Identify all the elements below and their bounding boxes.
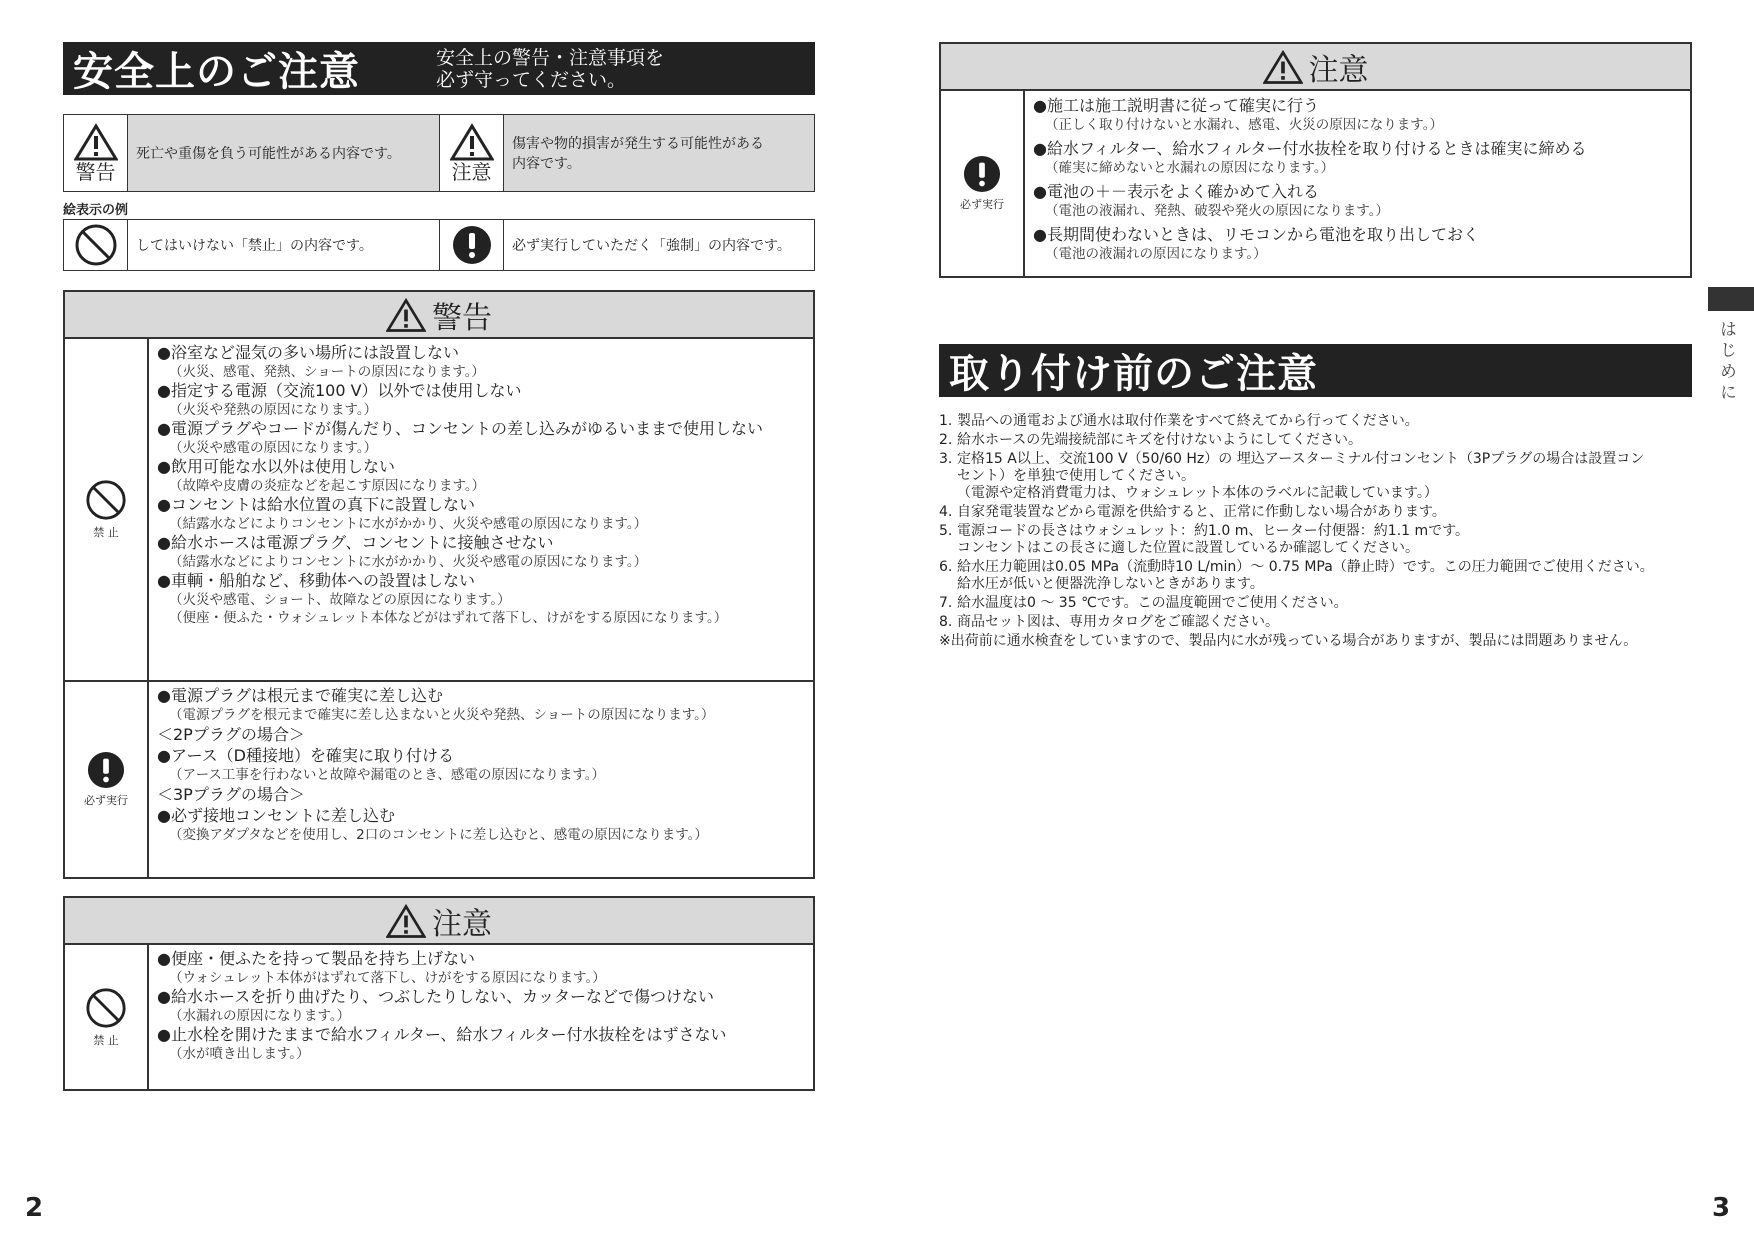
legend-caution-symbol: 注意 <box>440 115 504 191</box>
list-item: ●長期間使わないときは、リモコンから電池を取り出しておく （電池の液漏れの原因になります。） <box>1033 225 1479 262</box>
list-item: 7. 給水温度は0 ～ 35 ℃です。この温度範囲でご使用ください。 <box>939 595 1348 611</box>
warning-mandatory-row <box>65 682 813 877</box>
list-item: ●施工は施工説明書に従って確実に行う （正しく取り付けないと水漏れ、感電、火災の原因になります。） <box>1033 96 1443 133</box>
list-item: 5. 電源コードの長さはウォシュレット：約1.0 m、ヒーター付便器：約1.1 mです。 コンセントはこの長さに適した位置に設置しているか確認してください。 <box>939 523 1470 556</box>
caution-prohibit-items <box>149 945 813 1089</box>
plug-3p-heading: ＜3Pプラグの場合＞ <box>157 785 305 804</box>
legend-warning-text: 死亡や重傷を負う可能性がある内容です。 <box>136 146 401 162</box>
warning-prohibit-items <box>149 339 813 680</box>
list-item: ●指定する電源（交流100 V）以外では使用しない （火災や発熱の原因になります。） <box>157 381 522 418</box>
list-item: ●止水栓を開けたままで給水フィルター、給水フィルター付水抜栓をはずさない （水が噴き出します。） <box>157 1025 727 1062</box>
list-item: 1. 製品への通電および通水は取付作業をすべて終えてから行ってください。 <box>939 413 1419 429</box>
warning-prohibit-row <box>65 339 813 682</box>
list-item: ●飲用可能な水以外は使用しない （故障や皮膚の炎症などを起こす原因になります。） <box>157 457 486 494</box>
warning-mandatory-items: ●電源プラグは根元まで確実に差し込む （電源プラグを根元まで確実に差し込まないと火災や発熱、ショートの原因になります。） ＜2Pプラグの場合＞ ●アース（D種接地）を確実に取り付ける （アース工事を行わないと故障や漏電のとき、感電の原因になります。） ＜3Pプラグの場合＞ ●必ず接地コンセントに差し込む （変換アダプタなどを使用し、2口のコンセントに差し込むと、感電の原因になります。） <box>149 682 813 877</box>
list-item: ●給水ホースを折り曲げたり、つぶしたりしない、カッターなどで傷つけない （水漏れの原因になります。） <box>157 987 715 1024</box>
list-item: ●給水フィルター、給水フィルター付水抜栓を取り付けるときは確実に締める （確実に締めないと水漏れの原因になります。） <box>1033 139 1587 176</box>
caution-header: 注意 <box>65 898 813 945</box>
install-footnote: ※出荷前に通水検査をしていますので、製品内に水が残っている場合がありますが、製品には問題ありません。 <box>939 633 1638 649</box>
list-item: ●コンセントは給水位置の真下に設置しない （結露水などによりコンセントに水がかかり、火災や感電の原因になります。） <box>157 495 648 532</box>
prohibit-symbol: 禁 止 <box>65 339 149 680</box>
mandatory-symbol: 必ず実行 <box>941 91 1025 276</box>
prohibit-symbol: 禁 止 <box>65 945 149 1089</box>
list-item: 4. 自家発電装置などから電源を供給すると、正常に作動しない場合があります。 <box>939 504 1446 520</box>
legend-prohibit-text: してはいけない「禁止」の内容です。 <box>136 238 373 254</box>
prohibit-icon <box>74 223 118 267</box>
legend-mandatory-symbol <box>440 220 504 270</box>
plug-2p-heading: ＜2Pプラグの場合＞ <box>157 725 305 744</box>
warning-header: 警告 <box>65 292 813 339</box>
warning-triangle-icon <box>386 297 426 333</box>
caution-prohibit-row <box>65 945 813 1089</box>
page-subtitle: 安全上の警告・注意事項を 必ず守ってください。 <box>436 46 665 91</box>
legend-warning-symbol: 警告 <box>64 115 128 191</box>
caution-box-right <box>939 42 1692 278</box>
section-tab <box>1708 287 1754 311</box>
prohibit-icon <box>85 987 127 1029</box>
legend-mandatory-text: 必ず実行していただく「強制」の内容です。 <box>512 238 791 254</box>
caution-triangle-icon <box>386 903 426 939</box>
list-item: ●車輌・船舶など、移動体への設置はしない （火災や感電、ショート、故障などの原因になります。） （便座・便ふた・ウォシュレット本体などがはずれて落下し、けがをする原因になります。） <box>157 571 728 626</box>
legend-caution-text: 傷害や物的損害が発生する可能性がある 内容です。 <box>512 136 764 172</box>
legend-prohibit-symbol <box>64 220 128 270</box>
install-notes-list <box>939 413 1699 650</box>
install-title: 取り付け前のご注意 <box>949 351 1318 397</box>
list-item: ●便座・便ふたを持って製品を持ち上げない （ウォシュレット本体がはずれて落下し、けがをする原因になります。） <box>157 949 606 986</box>
page-number-left: 2 <box>25 1193 44 1223</box>
page-title: 安全上のご注意 <box>73 49 360 95</box>
legend-severity <box>63 114 815 192</box>
list-item: ●必ず接地コンセントに差し込む <box>157 806 395 825</box>
install-title-bar <box>939 344 1692 397</box>
safety-title-bar <box>63 42 815 95</box>
mandatory-icon <box>963 155 1001 193</box>
list-item: ●電源プラグは根元まで確実に差し込む <box>157 686 443 705</box>
caution-header: 注意 <box>941 44 1690 91</box>
list-item: ●電源プラグやコードが傷んだり、コンセントの差し込みがゆるいままで使用しない （火災や感電の原因になります。） <box>157 419 763 456</box>
list-item: 6. 給水圧力範囲は0.05 MPa（流動時10 L/min）～ 0.75 MPa（静止時）です。この圧力範囲でご使用ください。 給水圧が低いと便器洗浄しないときがあります。 <box>939 559 1654 592</box>
list-item: 3. 定格15 A以上、交流100 V（50/60 Hz）の 埋込アースターミナル付コンセント（3Pプラグの場合は設置コン セント）を単独で使用してください。 （電源や定格消費電力は、ウォシュレット本体のラベルに記載しています。） <box>939 451 1645 501</box>
caution-triangle-icon <box>1263 49 1303 85</box>
page-number-right: 3 <box>1712 1193 1731 1223</box>
mandatory-icon <box>452 225 492 265</box>
warning-box <box>63 290 815 879</box>
warning-triangle-icon <box>74 123 118 161</box>
section-tab-label: はじめに <box>1716 320 1736 404</box>
legend-examples <box>63 219 815 271</box>
prohibit-icon <box>85 479 127 521</box>
mandatory-icon <box>87 751 125 789</box>
caution-triangle-icon <box>450 123 494 161</box>
list-item: 8. 商品セット図は、専用カタログをご確認ください。 <box>939 614 1279 630</box>
list-item: ●給水ホースは電源プラグ、コンセントに接触させない （結露水などによりコンセントに水がかかり、火災や感電の原因になります。） <box>157 533 648 570</box>
list-item: ●浴室など湿気の多い場所には設置しない （火災、感電、発熱、ショートの原因になります。） <box>157 343 485 380</box>
caution-mandatory-items <box>1025 91 1690 276</box>
list-item: ●アース（D種接地）を確実に取り付ける <box>157 746 455 765</box>
list-item: 2. 給水ホースの先端接続部にキズを付けないようにしてください。 <box>939 432 1363 448</box>
caution-mandatory-row <box>941 91 1690 276</box>
caution-box-left <box>63 896 815 1091</box>
mandatory-symbol: 必ず実行 <box>65 682 149 877</box>
list-item: ●電池の＋－表示をよく確かめて入れる （電池の液漏れ、発熱、破裂や発火の原因になります。） <box>1033 182 1389 219</box>
legend-examples-label: 絵表示の例 <box>63 203 129 218</box>
